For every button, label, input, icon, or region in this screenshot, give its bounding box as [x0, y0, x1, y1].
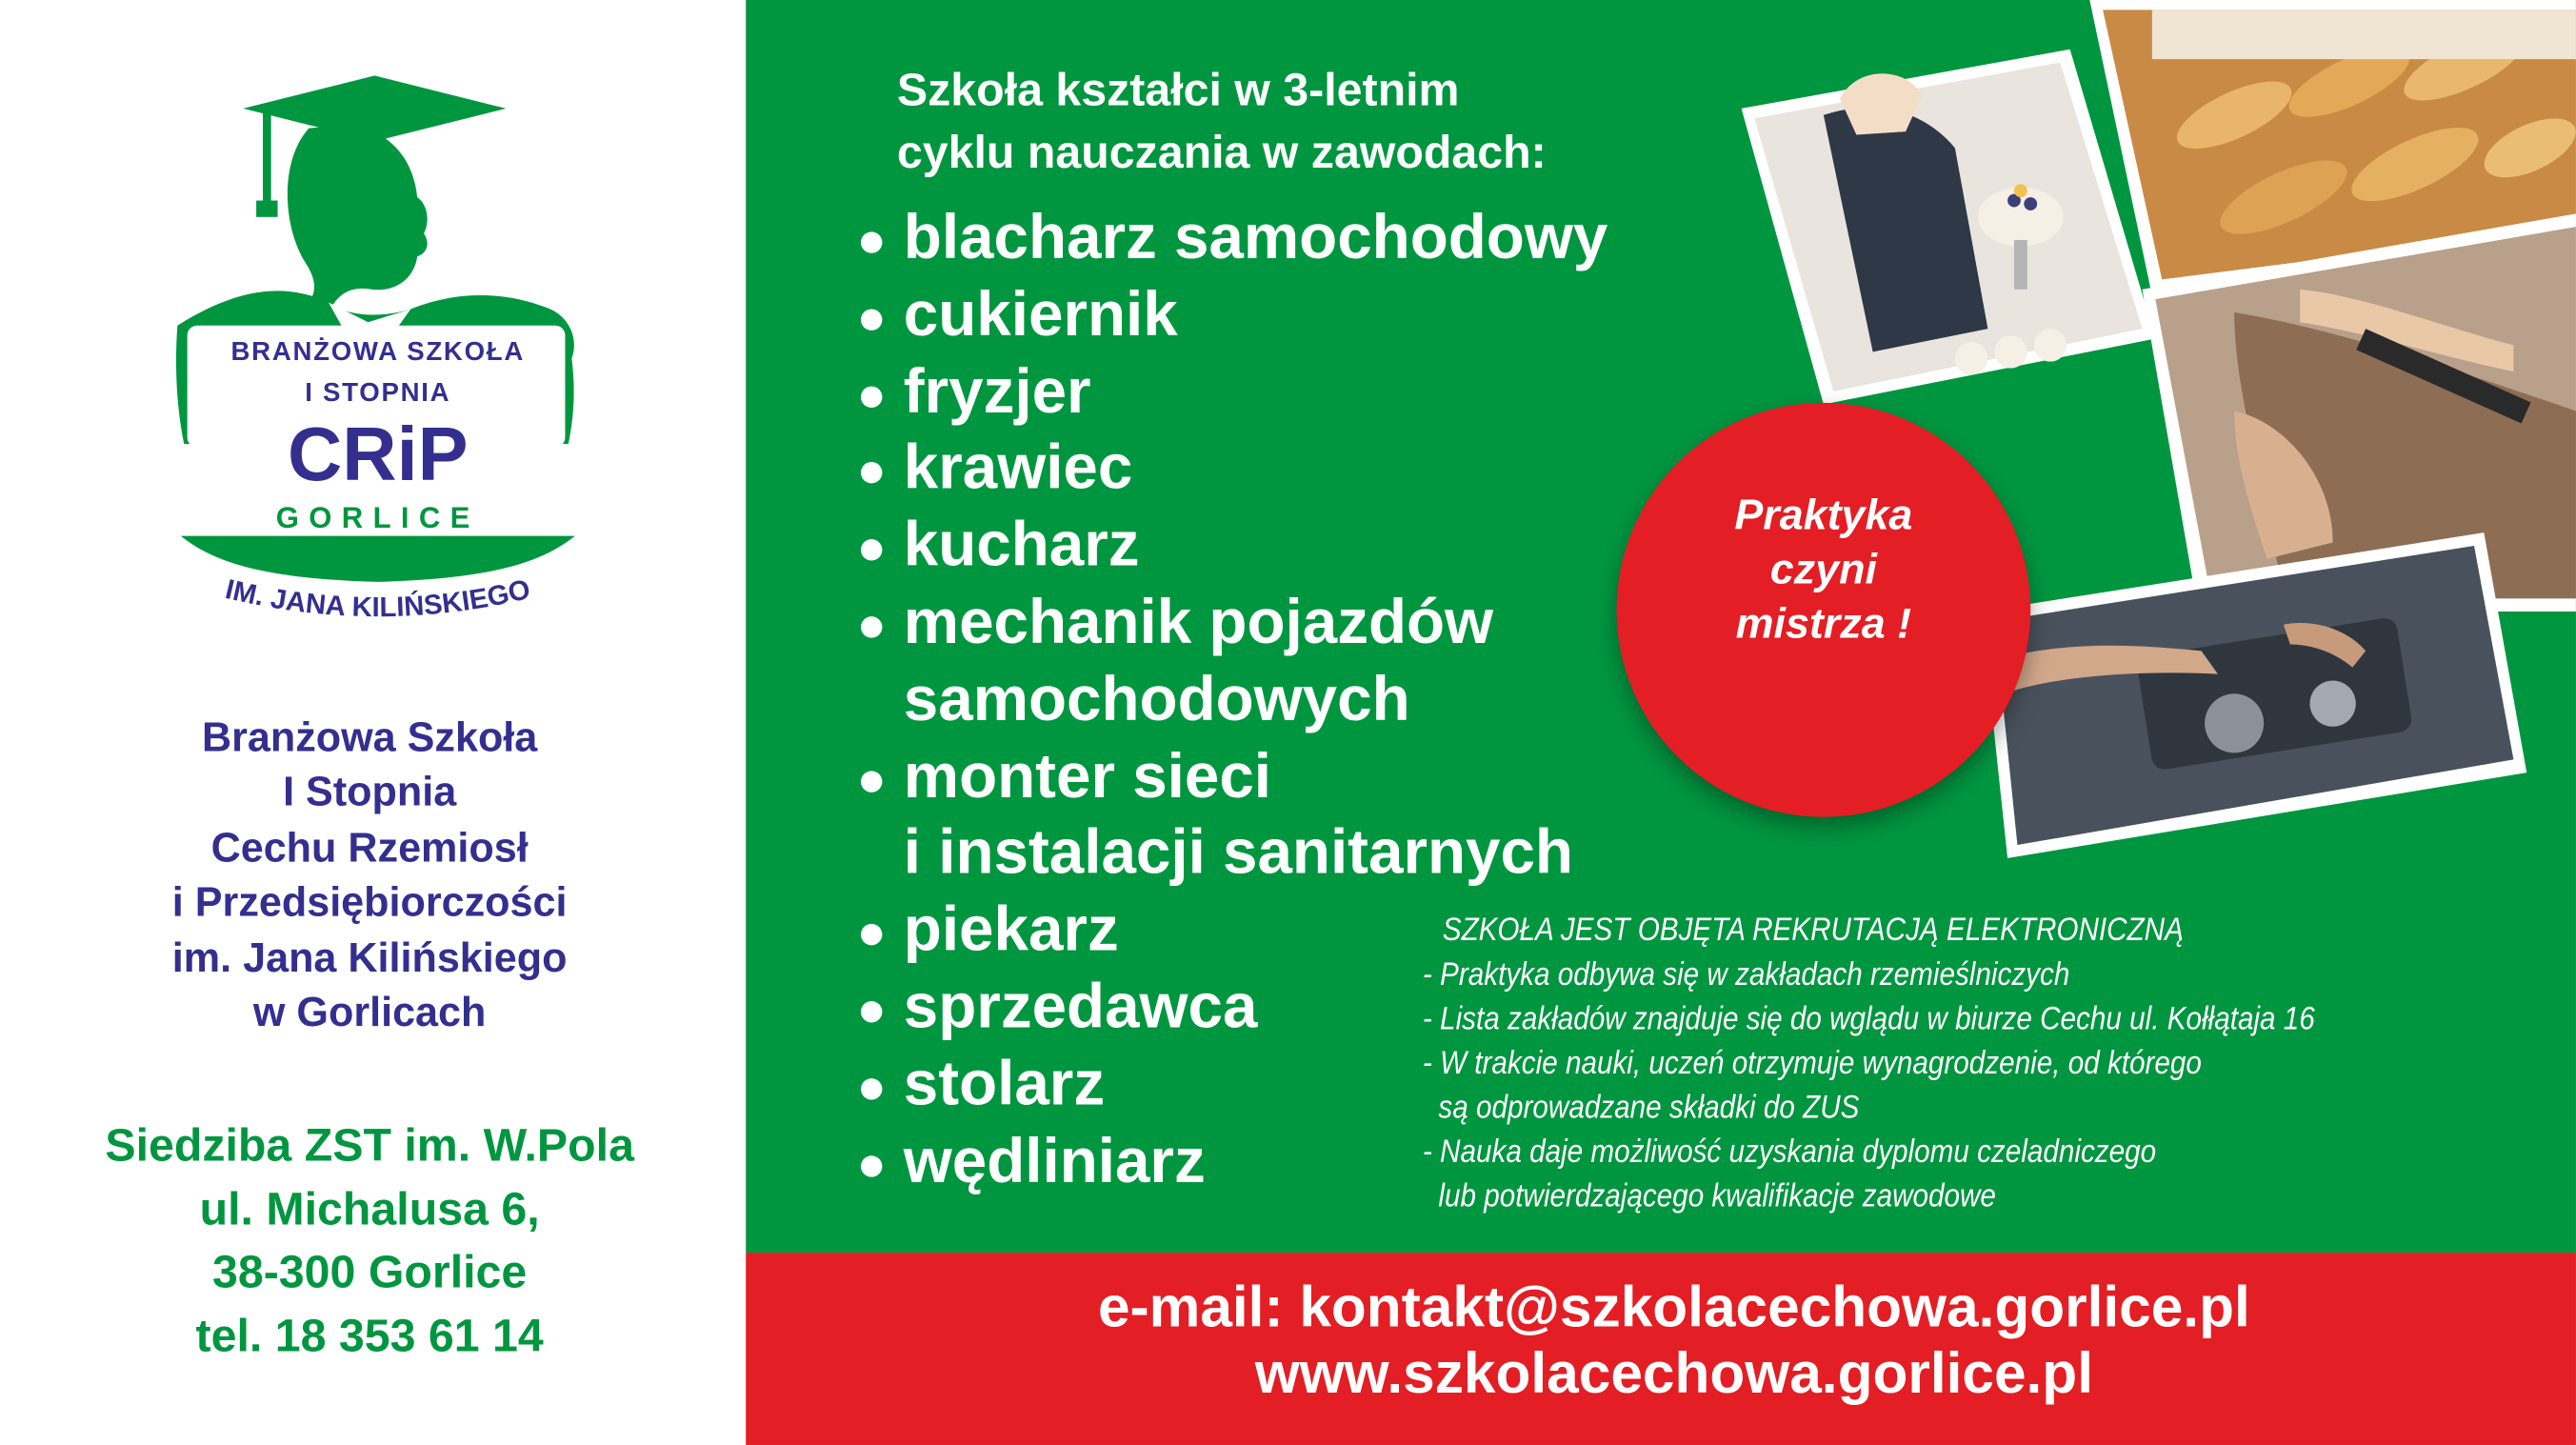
- intro-line: Szkoła kształci w 3-letnim: [896, 64, 1460, 115]
- profession-item: cukiernik: [854, 277, 1608, 354]
- bullet-icon: [861, 1001, 882, 1022]
- logo-line-2: I STOPNIA: [305, 379, 451, 408]
- bullet-icon: [861, 616, 882, 637]
- address-line: ul. Michalusa 6,: [199, 1182, 540, 1234]
- logo-crip: CRiP: [287, 411, 469, 497]
- recruitment-title: SZKOŁA JEST OBJĘTA REKRUTACJĄ ELEKTRONICZNĄ: [1442, 912, 2184, 949]
- school-name-line: i Przedsiębiorczości: [171, 879, 568, 927]
- pastry-chef-photo: [1742, 50, 2156, 405]
- profession-item: krawiec: [854, 431, 1608, 509]
- bullet-icon: [861, 1154, 882, 1175]
- bullet-icon: [861, 386, 882, 407]
- logo-swoosh: [181, 536, 575, 582]
- logo-patron: IM. JANA KILIŃSKIEGO: [222, 572, 533, 624]
- profession-item: blacharz samochodowy: [854, 201, 1608, 278]
- logo-city: GORLICE: [275, 501, 480, 534]
- address-block: [66, 1114, 673, 1368]
- bullet-icon: [861, 1078, 882, 1099]
- profession-item: monter sieci i instalacji sanitarnych: [854, 739, 1608, 893]
- email-link[interactable]: e-mail: kontakt@szkolacechowa.gorlice.pl: [1097, 1275, 2250, 1340]
- bullet-icon: [861, 539, 882, 560]
- bullet-icon: [861, 924, 882, 945]
- mortarboard-icon: [243, 75, 506, 141]
- contact-block: [746, 1275, 2576, 1407]
- phone-line: tel. 18 353 61 14: [195, 1309, 544, 1361]
- intro-line: cyklu nauczania w zawodach:: [896, 126, 1547, 178]
- bullet-icon: [861, 771, 882, 792]
- profession-item: stolarz: [854, 1047, 1608, 1124]
- profession-item: piekarz: [854, 893, 1608, 970]
- intro-text: [897, 59, 1547, 184]
- student-silhouette: [288, 125, 428, 312]
- profession-item: wędliniarz: [854, 1124, 1608, 1201]
- profession-item: mechanik pojazdów samochodowych: [854, 585, 1608, 739]
- mechanic-photo: [1981, 532, 2526, 858]
- bullet-icon: [861, 463, 882, 484]
- profession-item: fryzjer: [854, 354, 1608, 431]
- info-line: - Lista zakładów znajduje się do wglądu w biurze Cechu ul. Kołłątaja 16: [1422, 1001, 2315, 1037]
- bullet-icon: [861, 309, 882, 330]
- recruitment-info: [1423, 909, 2315, 1219]
- practice-badge-text: Praktyka czyni mistrza !: [1734, 490, 1913, 648]
- website-link[interactable]: www.szkolacechowa.gorlice.pl: [1254, 1341, 2093, 1406]
- school-name-line: Cechu Rzemiosł: [210, 825, 529, 872]
- profession-item: kucharz: [854, 509, 1608, 586]
- school-name-line: w Gorlicach: [252, 989, 487, 1036]
- address-line: 38-300 Gorlice: [211, 1246, 528, 1297]
- info-line: - W trakcie nauki, uczeń otrzymuje wynagrodzenie, od którego: [1422, 1045, 2202, 1082]
- info-line: lub potwierdzającego kwalifikacje zawodowe: [1422, 1178, 1996, 1215]
- profession-item: sprzedawca: [854, 970, 1608, 1047]
- info-line: - Praktyka odbywa się w zakładach rzemieślniczych: [1422, 956, 2070, 993]
- school-name-line: Branżowa Szkoła: [201, 714, 538, 762]
- school-name-line: im. Jana Kilińskiego: [171, 934, 568, 981]
- logo-line-1: BRANŻOWA SZKOŁA: [230, 338, 526, 367]
- info-line: są odprowadzane składki do ZUS: [1422, 1090, 1860, 1127]
- info-line: - Nauka daje możliwość uzyskania dyplomu czeladniczego: [1422, 1134, 2157, 1171]
- address-line: Siedziba ZST im. W.Pola: [105, 1119, 634, 1171]
- school-name-line: I Stopnia: [283, 770, 457, 816]
- bullet-icon: [861, 231, 882, 252]
- school-name: [66, 712, 673, 1041]
